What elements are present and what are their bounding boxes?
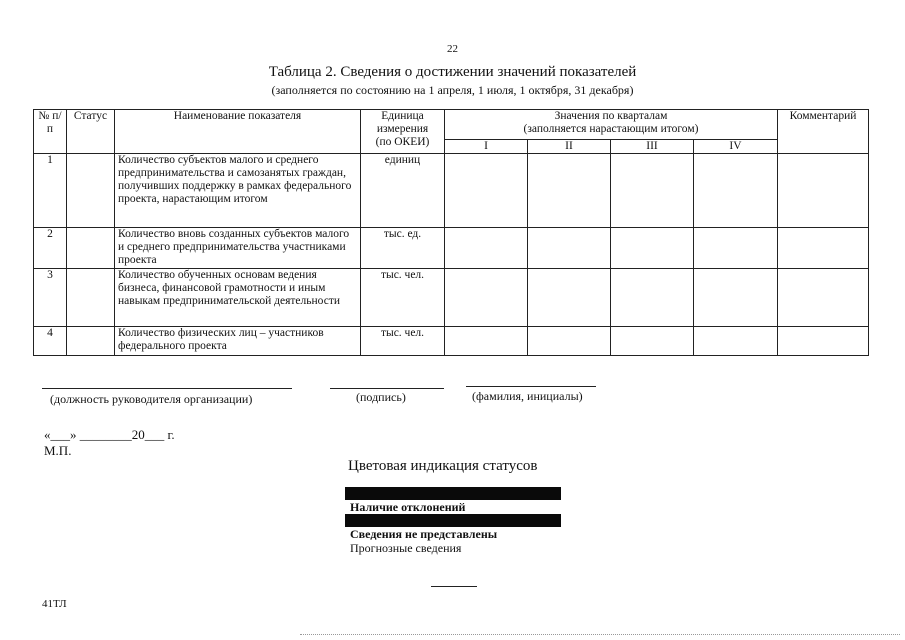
row-q3 xyxy=(611,154,694,228)
legend-item-deviation: Наличие отклонений xyxy=(350,500,466,514)
header-num: № п/п xyxy=(34,110,67,154)
header-unit xyxy=(361,110,445,154)
position-label: (должность руководителя организации) xyxy=(50,392,253,406)
page-number: 22 xyxy=(447,43,458,55)
row-comment xyxy=(778,154,869,228)
row-q4 xyxy=(694,154,778,228)
header-quarter-1: I xyxy=(445,140,528,154)
stamp-label: М.П. xyxy=(44,443,72,458)
row-unit: единиц xyxy=(361,154,445,228)
row-q1 xyxy=(445,327,528,356)
signature-line xyxy=(330,388,444,389)
table-row xyxy=(34,269,869,327)
table-row xyxy=(34,327,869,356)
row-name: Количество субъектов малого и среднего предпринимательства и самозанятых граждан, получивших поддержку в рамках федерального проекта, нарастающим итогом xyxy=(115,154,361,228)
row-status xyxy=(67,269,115,327)
row-comment xyxy=(778,327,869,356)
row-q1 xyxy=(445,228,528,269)
legend-bar-deviation xyxy=(345,487,561,500)
row-q2 xyxy=(528,327,611,356)
header-quarter-4: IV xyxy=(694,140,778,154)
row-num: 4 xyxy=(34,327,67,356)
row-q1 xyxy=(445,269,528,327)
row-num: 3 xyxy=(34,269,67,327)
separator-line xyxy=(431,586,477,587)
row-status xyxy=(67,228,115,269)
table-title: Таблица 2. Сведения о достижении значений показателей xyxy=(268,64,637,80)
name-label: (фамилия, инициалы) xyxy=(472,389,583,403)
header-unit-sub: (по ОКЕИ) xyxy=(375,136,430,148)
legend-item-not-provided: Сведения не представлены xyxy=(350,527,498,541)
table-row xyxy=(34,228,869,269)
header-quarters xyxy=(445,110,778,140)
row-num: 2 xyxy=(34,228,67,269)
name-signature-line xyxy=(466,386,596,387)
row-status xyxy=(67,154,115,228)
header-quarters-sub: (заполняется нарастающим итогом) xyxy=(523,123,699,135)
row-comment xyxy=(778,228,869,269)
row-q2 xyxy=(528,269,611,327)
table-subtitle: (заполняется по состоянию на 1 апреля, 1 июля, 1 октября, 31 декабря) xyxy=(271,83,634,97)
signature-label: (подпись) xyxy=(356,390,406,404)
footer-code: 41ТЛ xyxy=(42,598,67,610)
header-status: Статус xyxy=(67,110,115,154)
legend-title: Цветовая индикация статусов xyxy=(348,458,538,474)
row-q2 xyxy=(528,154,611,228)
row-name: Количество физических лиц – участников федерального проекта xyxy=(115,327,361,356)
row-name: Количество обученных основам ведения бизнеса, финансовой грамотности и иным навыкам предпринимательской деятельности xyxy=(115,269,361,327)
header-quarter-2: II xyxy=(528,140,611,154)
legend-bar-not-provided xyxy=(345,514,561,527)
header-quarters-title: Значения по кварталам xyxy=(554,110,668,122)
row-unit: тыс. ед. xyxy=(361,228,445,269)
row-q4 xyxy=(694,228,778,269)
header-unit-label: Единица измерения xyxy=(376,110,429,135)
row-q3 xyxy=(611,269,694,327)
row-unit: тыс. чел. xyxy=(361,327,445,356)
date-line: «___» ________20___ г. xyxy=(44,427,175,442)
table-row xyxy=(34,154,869,228)
row-q4 xyxy=(694,327,778,356)
row-q3 xyxy=(611,327,694,356)
scan-bottom-edge xyxy=(300,634,900,636)
header-name: Наименование показателя xyxy=(115,110,361,154)
row-q4 xyxy=(694,269,778,327)
legend-item-forecast: Прогнозные сведения xyxy=(350,541,462,555)
row-q1 xyxy=(445,154,528,228)
indicators-table xyxy=(33,109,869,356)
row-q3 xyxy=(611,228,694,269)
row-name: Количество вновь созданных субъектов малого и среднего предпринимательства участниками проекта xyxy=(115,228,361,269)
row-unit: тыс. чел. xyxy=(361,269,445,327)
row-q2 xyxy=(528,228,611,269)
position-signature-line xyxy=(42,388,292,389)
header-quarter-3: III xyxy=(611,140,694,154)
header-comment: Комментарий xyxy=(778,110,869,154)
scan-top-edge xyxy=(0,0,905,3)
row-status xyxy=(67,327,115,356)
row-num: 1 xyxy=(34,154,67,228)
row-comment xyxy=(778,269,869,327)
